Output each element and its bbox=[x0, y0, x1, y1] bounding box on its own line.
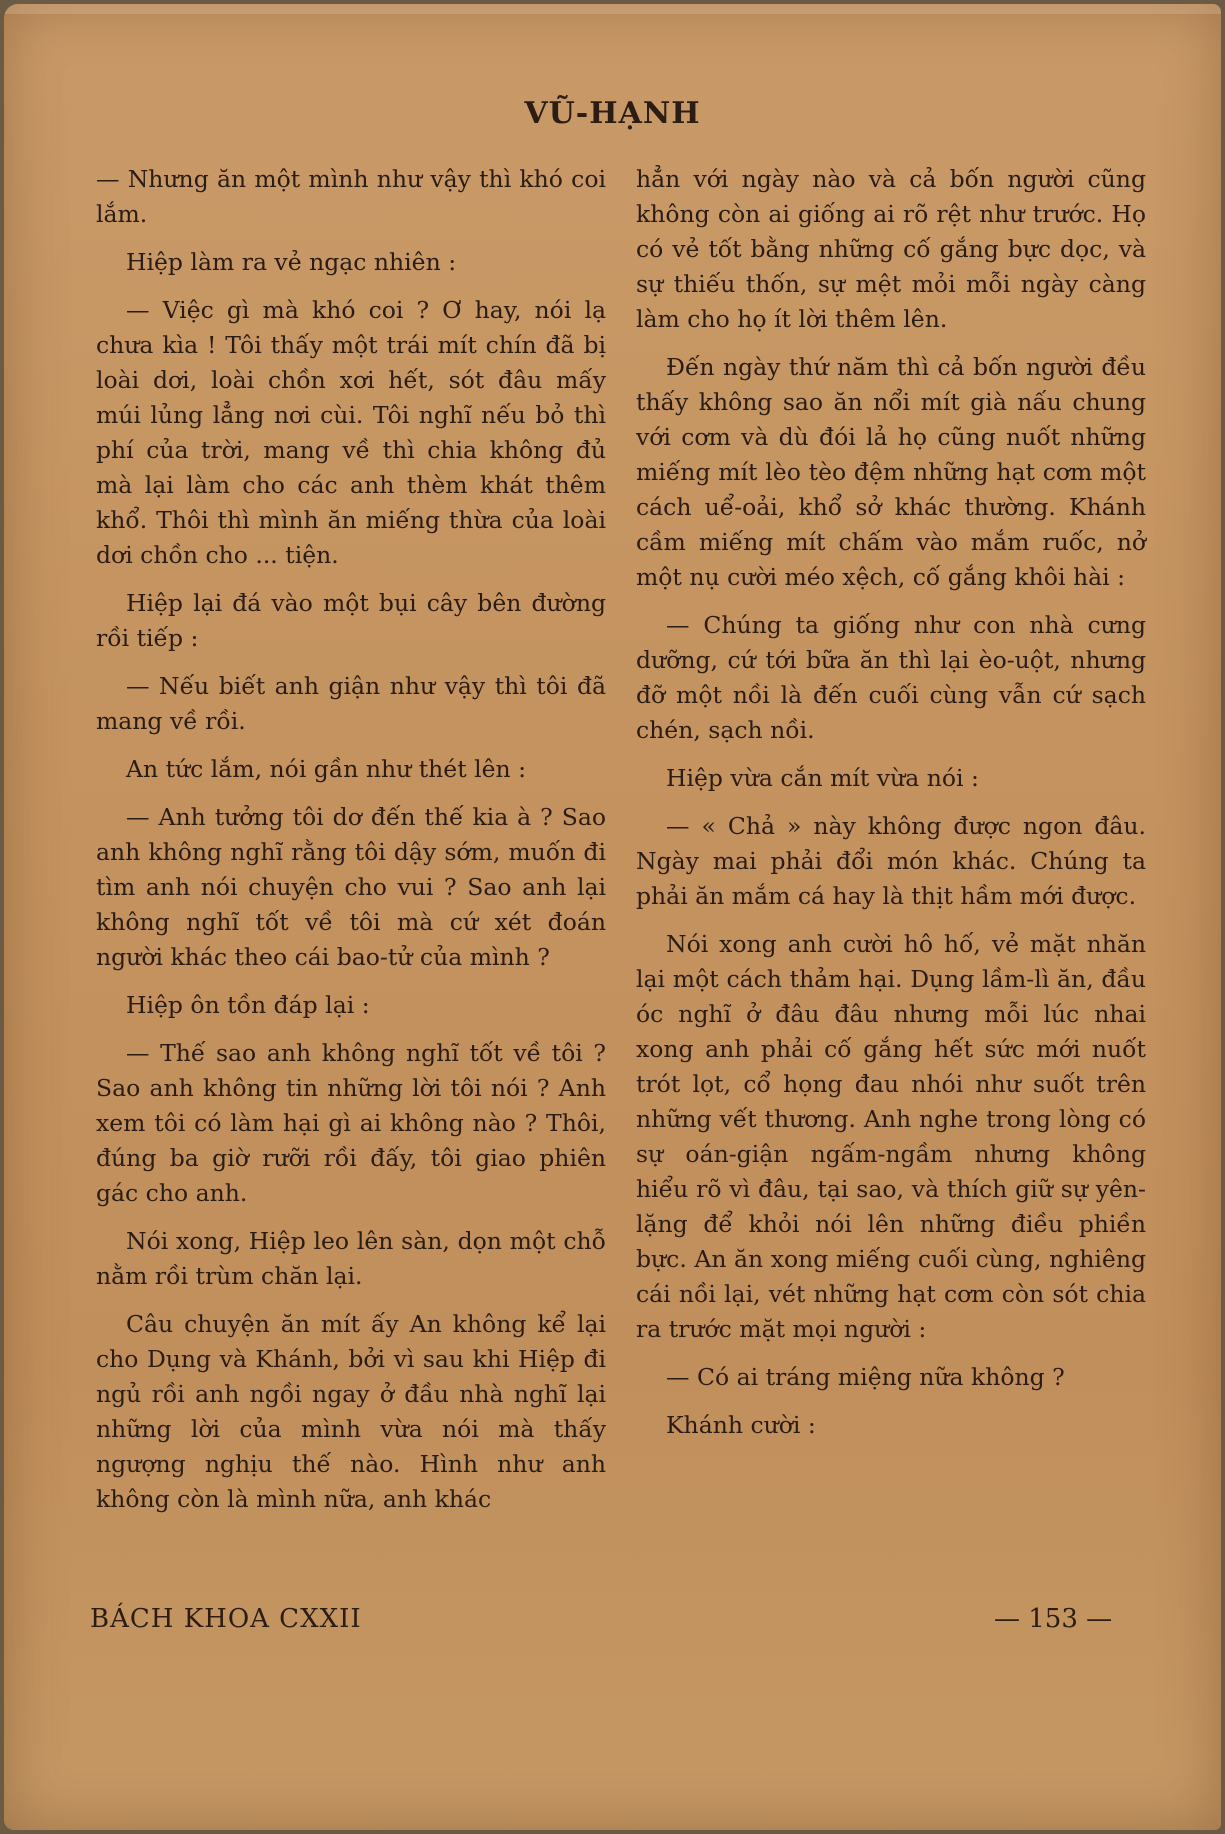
paragraph: — Nhưng ăn một mình như vậy thì khó coi lắm. bbox=[96, 165, 606, 228]
paragraph: An tức lắm, nói gần như thét lên : bbox=[126, 755, 527, 783]
paragraph: Hiệp làm ra vẻ ngạc nhiên : bbox=[126, 248, 457, 276]
paragraph: — Nếu biết anh giận như vậy thì tôi đã mang về rồi. bbox=[96, 672, 606, 735]
paragraph: Hiệp lại đá vào một bụi cây bên đường rồi tiếp : bbox=[96, 589, 606, 652]
paragraph: Đến ngày thứ năm thì cả bốn người đều thấy không sao ăn nổi mít già nấu chung với cơm và dù đói lả họ cũng nuốt những miếng mít lèo tèo đệm những hạt cơm một cách uể-oải, khổ sở khác thường. Khánh cầm miếng mít chấm vào mắm ruốc, nở một nụ cười méo xệch, cố gắng khôi hài : bbox=[636, 353, 1146, 591]
magazine-title: BÁCH KHOA CXXII bbox=[90, 1604, 362, 1634]
paragraph: Khánh cười : bbox=[666, 1411, 816, 1439]
paragraph: — Có ai tráng miệng nữa không ? bbox=[666, 1363, 1065, 1391]
right-column bbox=[636, 162, 1146, 1456]
magazine-page bbox=[4, 4, 1221, 1830]
paragraph: — Anh tưởng tôi dơ đến thế kia à ? Sao anh không nghĩ rằng tôi dậy sớm, muốn đi tìm anh nói chuyện cho vui ? Sao anh lại không nghĩ tốt về tôi mà cứ xét đoán người khác theo cái bao-tử của mình ? bbox=[96, 803, 606, 971]
fold-line bbox=[4, 4, 1221, 14]
left-column bbox=[96, 162, 606, 1530]
paragraph: Nói xong, Hiệp leo lên sàn, dọn một chỗ nằm rồi trùm chăn lại. bbox=[96, 1227, 606, 1290]
paragraph: — « Chả » này không được ngon đâu. Ngày mai phải đổi món khác. Chúng ta phải ăn mắm cá hay là thịt hầm mới được. bbox=[636, 812, 1146, 910]
paragraph: — Thế sao anh không nghĩ tốt về tôi ? Sao anh không tin những lời tôi nói ? Anh xem tôi có làm hại gì ai không nào ? Thôi, đúng ba giờ rưỡi rồi đấy, tôi giao phiên gác cho anh. bbox=[96, 1039, 606, 1207]
paragraph: Câu chuyện ăn mít ấy An không kể lại cho Dụng và Khánh, bởi vì sau khi Hiệp đi ngủ rồi anh ngồi ngay ở đầu nhà nghĩ lại những lời của mình vừa nói mà thấy ngượng nghịu thế nào. Hình như anh không còn là mình nữa, anh khác bbox=[96, 1310, 606, 1513]
paragraph: — Việc gì mà khó coi ? Ơ hay, nói lạ chưa kìa ! Tôi thấy một trái mít chín đã bị loài dơi, loài chồn xơi hết, sót đâu mấy múi lủng lẳng nơi cùi. Tôi nghĩ nếu bỏ thì phí của trời, mang về thì chia không đủ mà lại làm cho các anh thèm khát thêm khổ. Thôi thì mình ăn miếng thừa của loài dơi chồn cho ... tiện. bbox=[96, 296, 606, 569]
paragraph: hẳn với ngày nào và cả bốn người cũng không còn ai giống ai rõ rệt như trước. Họ có vẻ tốt bằng những cố gắng bực dọc, và sự thiếu thốn, sự mệt mỏi mỗi ngày càng làm cho họ ít lời thêm lên. bbox=[636, 165, 1146, 333]
page-number: — 153 — bbox=[994, 1604, 1113, 1634]
paragraph: Hiệp ôn tồn đáp lại : bbox=[126, 991, 370, 1019]
page-header: VŨ-HẠNH bbox=[524, 96, 701, 131]
paragraph: — Chúng ta giống như con nhà cưng dưỡng, cứ tới bữa ăn thì lại èo-uột, nhưng đỡ một nồi là đến cuối cùng vẫn cứ sạch chén, sạch nồi. bbox=[636, 611, 1146, 744]
paragraph: Hiệp vừa cắn mít vừa nói : bbox=[666, 764, 979, 792]
paragraph: Nói xong anh cười hô hố, vẻ mặt nhăn lại một cách thảm hại. Dụng lầm-lì ăn, đầu óc nghĩ ở đâu đâu nhưng mỗi lúc nhai xong anh phải cố gắng hết sức mới nuốt trót lọt, cổ họng đau nhói như suốt trên những vết thương. Anh nghe trong lòng có sự oán-giận ngấm-ngầm nhưng không hiểu rõ vì đâu, tại sao, và thích giữ sự yên-lặng để khỏi nói lên những điều phiền bực. An ăn xong miếng cuối cùng, nghiêng cái nồi lại, vét những hạt cơm còn sót chia ra trước mặt mọi người : bbox=[636, 930, 1146, 1343]
